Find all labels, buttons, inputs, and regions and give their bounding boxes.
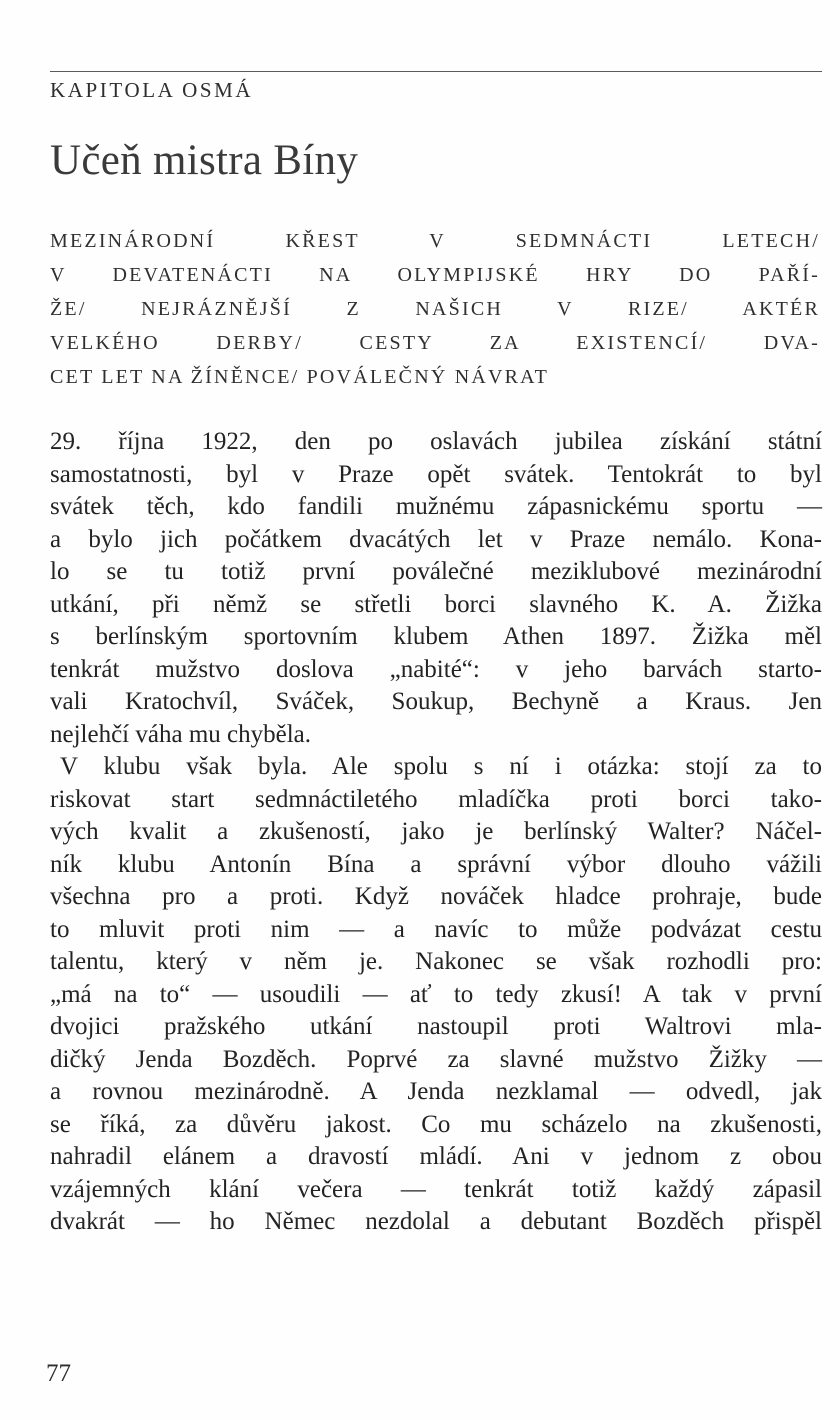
- text-line: to mluvit proti nim — a navíc to může podvázat cestu: [50, 915, 822, 943]
- text-line: 29. října 1922, den po oslavách jubilea získání státní: [50, 428, 822, 455]
- text-line: nejlehčí váha mu chyběla.: [50, 720, 311, 748]
- text-line: dvojici pražského utkání nastoupil proti Waltrovi mla-: [50, 1013, 822, 1040]
- chapter-summary: [50, 224, 820, 394]
- text-line: nahradil elánem a dravostí mládí. Ani v jednom z obou: [50, 1143, 822, 1170]
- chapter-label: KAPITOLA OSMÁ: [50, 78, 254, 102]
- summary-line: MEZINÁRODNÍ KŘEST V SEDMNÁCTI LETECH/: [50, 230, 820, 252]
- text-line: dičký Jenda Bozděch. Poprvé za slavné mužstvo Žižky —: [50, 1045, 822, 1073]
- page-number: 77: [46, 1360, 71, 1387]
- text-line: „má na to“ — usoudili — ať to tedy zkusí! A tak v první: [50, 980, 822, 1008]
- body-text: [50, 426, 822, 1239]
- text-line: vých kvalit a zkušeností, jako je berlínský Walter? Náčel-: [50, 818, 822, 845]
- text-line: se říká, za důvěru jakost. Co mu scházelo na zkušenosti,: [50, 1110, 822, 1138]
- summary-line: CET LET NA ŽÍNĚNCE/ POVÁLEČNÝ NÁVRAT: [50, 366, 550, 388]
- text-line: vali Kratochvíl, Sváček, Soukup, Bechyně a Kraus. Jen: [50, 688, 822, 715]
- paragraph-2: [50, 751, 822, 1239]
- text-line: utkání, při němž se střetli borci slavného K. A. Žižka: [50, 590, 822, 618]
- text-line: tenkrát mužstvo doslova „nabité“: v jeho barvách starto-: [50, 655, 822, 683]
- text-line: ník klubu Antonín Bína a správní výbor dlouho vážili: [50, 850, 822, 878]
- text-line: riskovat start sedmnáctiletého mladíčka proti borci tako-: [50, 785, 822, 813]
- text-line: všechna pro a proti. Když nováček hladce prohraje, bude: [50, 883, 822, 910]
- text-line: V klubu však byla. Ale spolu s ní i otázka: stojí za to: [60, 753, 822, 780]
- summary-line: V DEVATENÁCTI NA OLYMPIJSKÉ HRY DO PAŘÍ-: [50, 264, 820, 286]
- text-line: vzájemných klání večera — tenkrát totiž každý zápasil: [50, 1175, 822, 1203]
- summary-line: VELKÉHO DERBY/ CESTY ZA EXISTENCÍ/ DVA-: [50, 332, 820, 354]
- paragraph-1: [50, 426, 822, 751]
- text-line: samostatnosti, byl v Praze opět svátek. Tentokrát to byl: [50, 460, 822, 488]
- text-line: svátek těch, kdo fandili mužnému zápasnickému sportu —: [50, 493, 822, 520]
- header-rule: [50, 71, 822, 72]
- text-line: a rovnou mezinárodně. A Jenda nezklamal — odvedl, jak: [50, 1078, 822, 1105]
- text-line: talentu, který v něm je. Nakonec se však rozhodli pro:: [50, 948, 822, 975]
- text-line: a bylo jich počátkem dvacátých let v Praze nemálo. Kona-: [50, 525, 822, 553]
- text-line: s berlínským sportovním klubem Athen 1897. Žižka měl: [50, 623, 822, 650]
- text-line: dvakrát — ho Němec nezdolal a debutant Bozděch přispěl: [50, 1208, 822, 1235]
- text-line: lo se tu totiž první poválečné meziklubové mezinárodní: [50, 558, 822, 585]
- summary-line: ŽE/ NEJRÁZNĚJŠÍ Z NAŠICH V RIZE/ AKTÉR: [50, 298, 820, 320]
- chapter-title: Učeň mistra Bíny: [50, 137, 359, 184]
